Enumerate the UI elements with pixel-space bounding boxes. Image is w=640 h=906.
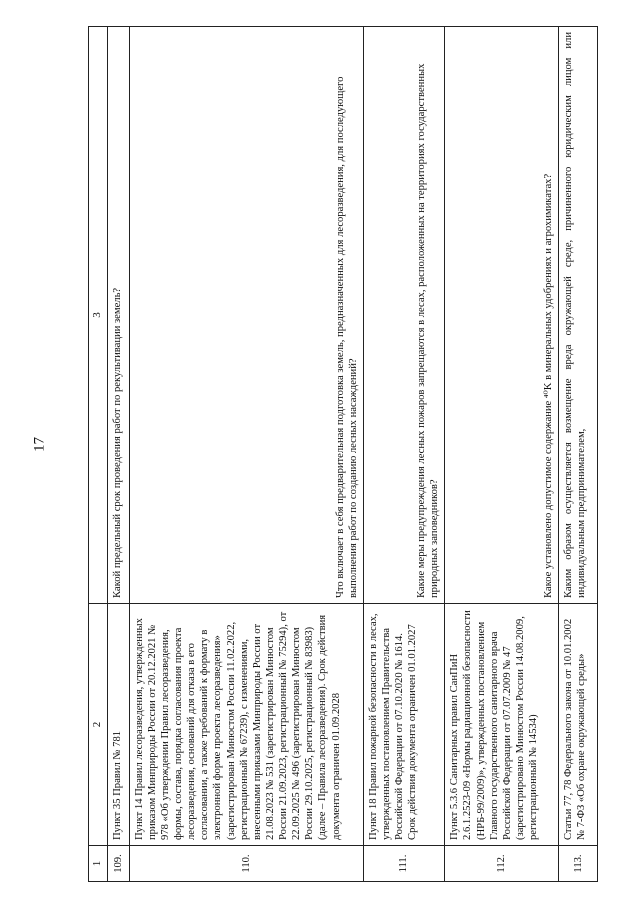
row-question: Какой предельный срок проведения работ по рекультивации земель? [108,27,129,604]
row-source: Пункт 14 Правил лесоразведения, утвержденных приказом Минприроды России от 20.12.2021 № 978 «Об утверждении Правил лесоразведения, формы, состава, порядка согласования проекта лесоразведения, оснований для отказа в его согласовании, а также требований к формату в электронной форме проекта лесоразведения» (зарегистрирован Минюстом России 11.02.2022, регистрационный № 67239), с изменениями, внесенными приказами Минприроды России от 21.08.2023 № 531 (зарегистрирован Минюстом России 21.09.2023, регистрационный № 75294), от 22.09.2025 № 496 (зарегистрирован Минюстом России 29.10.2025, регистрационный № 83983) (далее – Правила лесоразведения). Срок действия документа ограничен 01.09.2028 [129,604,363,846]
row-source: Статьи 77, 78 Федерального закона от 10.01.2002 № 7-ФЗ «Об охране окружающей среды» [559,604,598,846]
row-number: 109. [108,846,129,882]
rotated-table-stage [88,27,598,882]
table-row [108,27,129,882]
row-question: Какое установлено допустимое содержание ⁴⁰K в минеральных удобрениях и агрохимикатах? [445,27,559,604]
row-question: Какие меры предупреждения лесных пожаров запрещаются в лесах, расположенных на территориях государственных природных заповедников? [363,27,444,604]
row-source: Пункт 5.3.6 Санитарных правил СанПиН 2.6.1.2523-09 «Нормы радиационной безопасности (НРБ-99/2009)», утвержденных постановлением Главного государственного санитарного врача Российской Федерации от 07.07.2009 № 47 (зарегистрировано Минюстом России 14.08.2009, регистрационный № 14534) [445,604,559,846]
table-row [445,27,559,882]
row-question: Каким образом осуществляется возмещение вреда окружающей среде, причиненного юридическим лицом или индивидуальным предпринимателем, [559,27,598,604]
header-col-1: 1 [89,846,108,882]
header-col-3: 3 [89,27,108,604]
page-number: 17 [31,437,48,452]
header-col-2: 2 [89,604,108,846]
table-row [129,27,363,882]
table-header-row [89,27,108,882]
row-number: 112. [445,846,559,882]
row-question: Что включает в себя предварительная подготовка земель, предназначенных для лесоразведения, для последующего выполнения работ по созданию лесных насаждений? [129,27,363,604]
table-row [559,27,598,882]
row-number: 110. [129,846,363,882]
row-number: 111. [363,846,444,882]
row-source: Пункт 18 Правил пожарной безопасности в лесах, утвержденных постановлением Правительства Российской Федерации от 07.10.2020 № 1614. Срок действия документа ограничен 01.01.2027 [363,604,444,846]
row-number: 113. [559,846,598,882]
questions-table [88,26,598,882]
row-source: Пункт 35 Правил № 781 [108,604,129,846]
table-row [363,27,444,882]
